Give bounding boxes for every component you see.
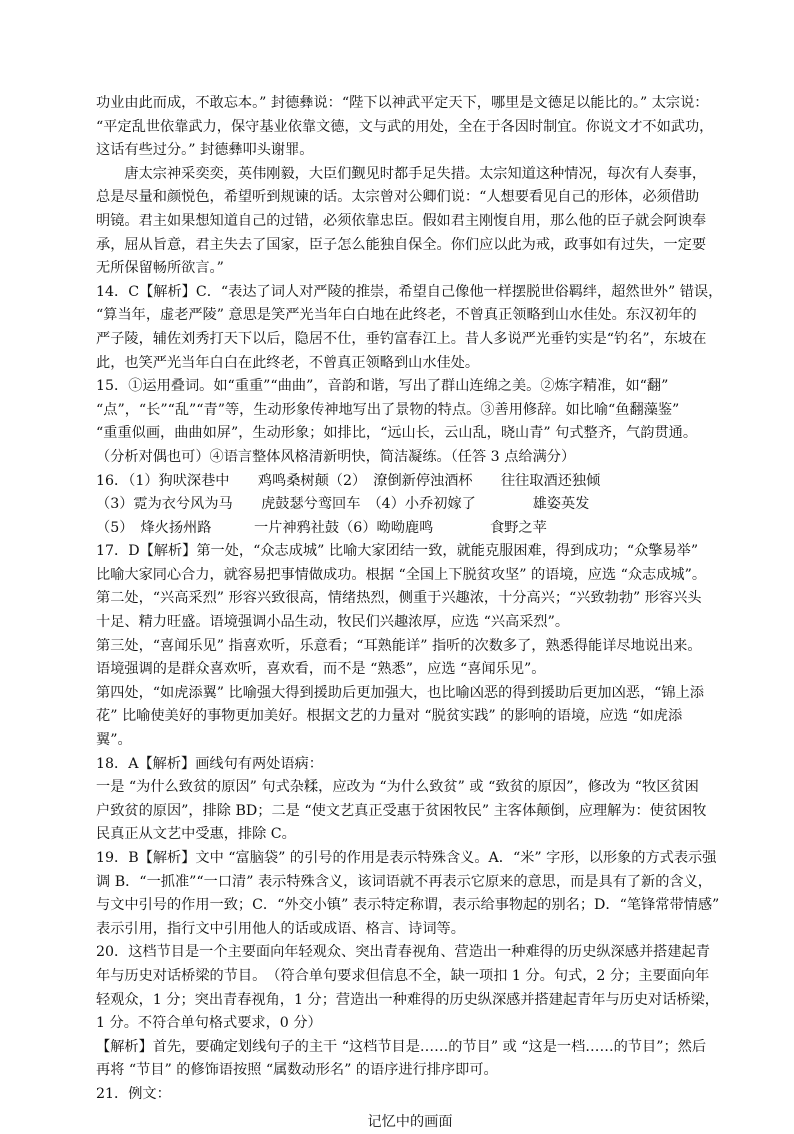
text-line: 户致贫的原因”，排除 BD；二是 “使文艺真正受惠于贫困牧民” 主客体颠倒，应理解为：使贫困牧 bbox=[96, 802, 707, 819]
text-line: 花” 比喻使美好的事物更加美好。根据文艺的力量对 “脱贫实践” 的影响的语境，应选 “如虎添 bbox=[96, 708, 683, 725]
text-line: 承，屈从旨意，君主失去了国家，臣子怎么能独自保全。你们应以此为戒，政事如有过失，一定要 bbox=[96, 236, 707, 253]
text-line: 年与历史对话桥梁的节目。 （符合单句要求但信息不全，缺一项扣 1 分。句式，2 分；主要面向年 bbox=[96, 967, 710, 984]
text-line: 十足、精力旺盛。语境强调小品生动，牧民们兴趣浓厚，应选 “兴高采烈”。 bbox=[96, 614, 570, 631]
text-line: 1 分。不符合单句格式要求，0 分） bbox=[96, 1015, 322, 1032]
text-line: “重重似画，曲曲如屏”，生动形象；如排比，“远山长，云山乱，晓山青” 句式整齐，气韵贯通。 bbox=[96, 425, 698, 442]
text-line: 语境强调的是群众喜欢听，喜欢看，而不是 “熟悉”，应选 “喜闻乐见”。 bbox=[96, 661, 546, 678]
text-line: 总是尽量和颜悦色，希望听到规谏的话。太宗曾对公卿们说：“人想要看见自己的形体，必须借助 bbox=[96, 189, 700, 206]
text-line: （5） 烽火扬州路 一片神鸦社鼓（6）呦呦鹿鸣 食野之苹 bbox=[96, 519, 547, 536]
text-line: 【解析】首先，要确定划线句子的主干 “这档节目是……的节目” 或 “这是一档……的节目”；然后 bbox=[96, 1038, 707, 1055]
text-line: 此，也笑严光当年白白在此终老，不曾真正领略到山水佳处。 bbox=[96, 354, 480, 371]
answer-16-line: 16．（1）狗吠深巷中 鸡鸣桑树颠（2） 潦倒新停浊酒杯 往往取酒还独倾 bbox=[96, 472, 601, 489]
text-line: 这话有些过分。” 封德彝叩头谢罪。 bbox=[96, 142, 314, 159]
answer-14-line: 14．C【解析】C．“表达了词人对严陵的推崇，希望自己像他一样摆脱世俗羁绊，超然世外” 错误， bbox=[96, 283, 723, 300]
text-line: 轻观众，1 分；突出青春视角，1 分；营造出一种难得的历史纵深感并搭建起青年与历史对话桥梁， bbox=[96, 991, 719, 1008]
text-line: 比喻大家同心合力，就容易把事情做成功。根据 “全国上下脱贫攻坚” 的语境，应选 “众志成城”。 bbox=[96, 566, 707, 583]
text-line: 第四处，“如虎添翼” 比喻强大得到援助后更加强大，也比喻凶恶的得到援助后更加凶恶，“锦上添 bbox=[96, 684, 704, 701]
text-line: （分析对偶也可）④语言整体风格清新明快，简洁凝练。（任答 3 点给满分） bbox=[96, 448, 576, 465]
text-line: 一是 “为什么致贫的原因” 句式杂糅，应改为 “为什么致贫” 或 “致贫的原因”，修改为 “牧区贫困 bbox=[96, 779, 699, 796]
answer-17-line: 17．D【解析】第一处，“众志成城” 比喻大家团结一致，就能克服困难，得到成功；“众擎易举” bbox=[96, 543, 699, 560]
answer-19-line: 19．B【解析】文中 “富脑袋” 的引号的作用是表示特殊含义。A．“米” 字形，以形象的方式表示强 bbox=[96, 850, 717, 866]
answer-20-line: 20．这档节目是一个主要面向年轻观众、突出青春视角、营造出一种难得的历史纵深感并搭建起青 bbox=[96, 944, 710, 961]
text-line: “点”，“长”“乱”“青”等，生动形象传神地写出了景物的特点。③善用修辞。如比喻“鱼翻藻鉴” bbox=[96, 401, 680, 418]
answer-21-line: 21．例文： bbox=[96, 1085, 171, 1102]
text-line: 调 B．“一抓准”“一口清” 表示特殊含义，该词语就不再表示它原来的意思，而是具有了新的含义， bbox=[96, 873, 712, 890]
text-line: “算当年，虚老严陵” 意思是笑严光当年白白地在此终老，不曾真正领略到山水佳处。东汉初年的 bbox=[96, 307, 697, 324]
text-line: 第二处，“兴高采烈” 形容兴致很高，情绪热烈，侧重于兴趣浓，十分高兴；“兴致勃勃” 形容兴头 bbox=[96, 590, 702, 607]
text-line: 再将 “节目” 的修饰语按照 “属数动形名” 的语序进行排序即可。 bbox=[96, 1062, 498, 1079]
text-line: 功业由此而成，不敢忘本。” 封德彝说：“陛下以神武平定天下，哪里是文德足以能比的。” 太宗说： bbox=[96, 95, 709, 111]
text-line: 与文中引号的作用一致；C．“外交小镇” 表示特定称谓，表示给事物起的别名；D．“笔锋常带情感” bbox=[96, 897, 720, 914]
answer-15-line: 15．①运用叠词。如“重重”“曲曲”，音韵和谐，写出了群山连绵之美。②炼字精准，如“翻” bbox=[96, 378, 669, 395]
text-line: 表示引用，指行文中引用他人的话或成语、格言、诗词等。 bbox=[96, 920, 465, 937]
answer-18-line: 18．A【解析】画线句有两处语病： bbox=[96, 755, 323, 772]
essay-title: 记忆中的画面 bbox=[367, 1113, 453, 1130]
text-line: 严子陵，辅佐刘秀打天下以后，隐居不仕，垂钓富春江上。昔人多说严光垂钓实是“钓名”，东坡在 bbox=[96, 330, 707, 347]
text-line: 翼”。 bbox=[96, 732, 132, 749]
text-line: 无所保留畅所欲言。” bbox=[96, 260, 224, 277]
text-line: 第三处，“喜闻乐见” 指喜欢听，乐意看；“耳熟能详” 指听的次数多了，熟悉得能详尽地说出来。 bbox=[96, 637, 702, 654]
text-line: （3）霓为衣兮风为马 虎鼓瑟兮鸾回车 （4）小乔初嫁了 雄姿英发 bbox=[96, 496, 590, 513]
text-line: 明镜。君主如果想知道自己的过错，必须依靠忠臣。假如君主刚愎自用，那么他的臣子就会阿谀奉 bbox=[96, 212, 707, 229]
paragraph-start-line: 唐太宗神采奕奕，英伟刚毅，大臣们觐见时都手足失措。太宗知道这种情况，每次有人奏事， bbox=[124, 165, 707, 182]
text-line: 民真正从文艺中受惠，排除 C。 bbox=[96, 826, 296, 843]
text-line: “平定乱世依靠武力，保守基业依靠文德，文与武的用处，全在于各因时制宜。你说文才不如武功， bbox=[96, 118, 714, 135]
